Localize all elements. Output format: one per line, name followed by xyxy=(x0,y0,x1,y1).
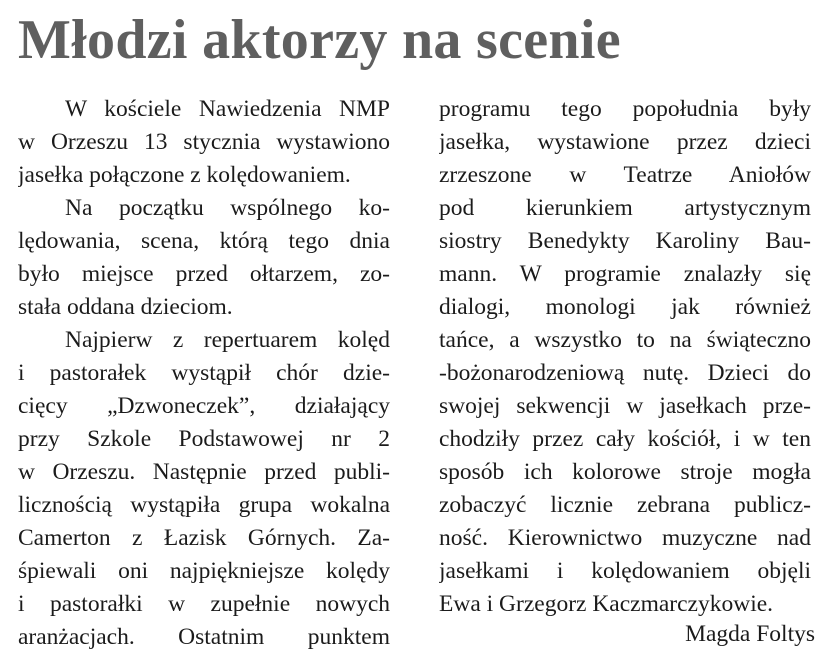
text-line: W kościele Nawiedzenia NMP xyxy=(65,96,390,122)
left-column xyxy=(18,93,390,654)
text-line: Ewa i Grzegorz Kaczmarczykowie. xyxy=(439,591,774,617)
text-line: śpiewali oni najpiękniejsze kolędy xyxy=(18,558,390,584)
text-line: siostry Benedykty Karoliny Bau- xyxy=(439,228,811,254)
headline: Młodzi aktorzy na scenie xyxy=(18,9,621,71)
text-line: w Orzeszu 13 stycznia wystawiono xyxy=(18,129,390,155)
text-line: licznością wystąpiła grupa wokalna xyxy=(18,492,390,518)
text-line: przy Szkole Podstawowej nr 2 xyxy=(18,426,390,452)
text-line: mann. W programie znalazły się xyxy=(439,261,811,287)
text-line: Najpierw z repertuarem kolęd xyxy=(65,327,390,353)
text-line: i pastorałek wystąpił chór dzie- xyxy=(18,360,390,386)
text-line: sposób ich kolorowe stroje mogła xyxy=(439,459,811,485)
text-line: zobaczyć licznie zebrana publicz- xyxy=(439,492,811,518)
text-line: swojej sekwencji w jasełkach prze- xyxy=(439,393,811,419)
text-line: było miejsce przed ołtarzem, zo- xyxy=(18,261,390,287)
text-line: lędowania, scena, którą tego dnia xyxy=(18,228,390,254)
text-line: aranżacjach. Ostatnim punktem xyxy=(18,624,390,650)
text-line: ność. Kierownictwo muzyczne nad xyxy=(439,525,811,551)
text-line: zrzeszone w Teatrze Aniołów xyxy=(439,162,811,188)
text-line: w Orzeszu. Następnie przed publi- xyxy=(18,459,390,485)
text-line: chodziły przez cały kościół, i w ten xyxy=(439,426,811,452)
text-line: Camerton z Łazisk Górnych. Za- xyxy=(18,525,390,551)
text-line: -bożonarodzeniową nutę. Dzieci do xyxy=(439,360,811,386)
text-line: dialogi, monologi jak również xyxy=(439,294,811,320)
text-line: Na początku wspólnego ko- xyxy=(65,195,390,221)
text-line: jasełka połączone z kolędowaniem. xyxy=(18,162,351,188)
text-line: pod kierunkiem artystycznym xyxy=(439,195,811,221)
text-line: programu tego popołudnia były xyxy=(439,96,811,122)
text-line: cięcy „Dzwoneczek”, działający xyxy=(18,393,390,419)
right-column xyxy=(439,93,811,621)
author-byline: Magda Foltys xyxy=(685,621,815,647)
text-line: stała oddana dzieciom. xyxy=(18,294,233,320)
text-line: i pastorałki w zupełnie nowych xyxy=(18,591,390,617)
text-line: jasełkami i kolędowaniem objęli xyxy=(439,558,811,584)
text-line: jasełka, wystawione przez dzieci xyxy=(439,129,811,155)
text-line: tańce, a wszystko to na świąteczno xyxy=(439,327,811,353)
